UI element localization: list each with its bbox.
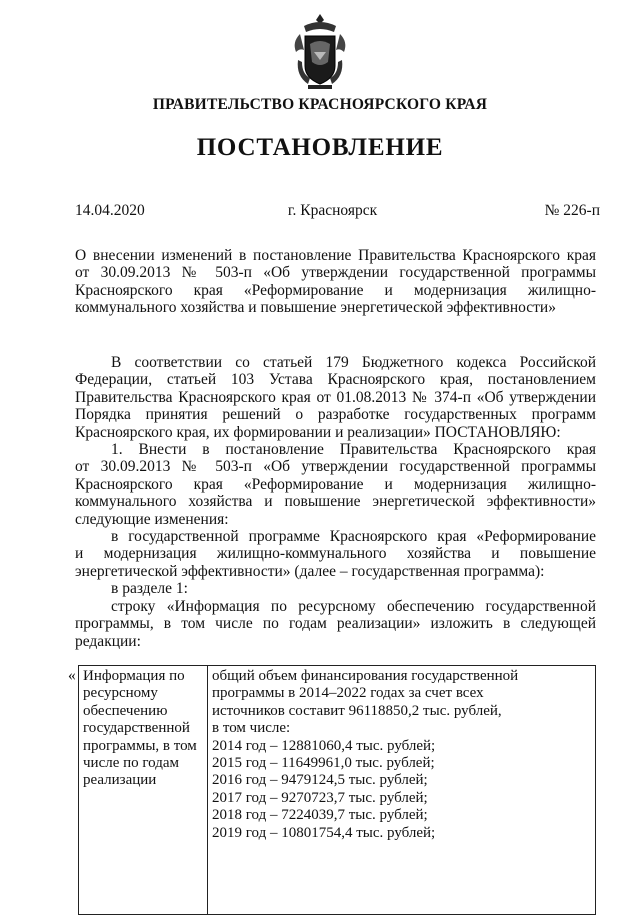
body-line: программы, в том числе по годам реализации» изложить в следующей	[75, 615, 596, 633]
table-cell-label	[79, 666, 208, 915]
cell-line: источников составит 96118850,2 тыс. рублей,	[212, 702, 502, 719]
body-line: в государственной программе Красноярского края «Реформирование	[111, 528, 596, 546]
cell-line: общий объем финансирования государственной	[212, 668, 519, 684]
cell-line: в том числе:	[212, 720, 291, 737]
table-cell-value	[208, 666, 596, 915]
document-date: 14.04.2020	[75, 202, 145, 219]
body-line: Федерации, статьей 103 Устава Красноярского края, постановлением	[75, 371, 596, 389]
body-line: и модернизация жилищно-коммунального хозяйства и повышение	[75, 545, 596, 563]
cell-line: программы в 2014–2022 годах за счет всех	[212, 685, 484, 702]
body-line: 1. Внести в постановление Правительства Красноярского края	[111, 441, 596, 459]
document-type-title: ПОСТАНОВЛЕНИЕ	[196, 134, 444, 161]
funding-table	[78, 665, 596, 915]
government-name: ПРАВИТЕЛЬСТВО КРАСНОЯРСКОГО КРАЯ	[152, 96, 488, 113]
body-line: следующие изменения:	[75, 510, 229, 528]
table-row	[79, 666, 596, 915]
document-city: г. Красноярск	[287, 202, 378, 219]
subject-line: Красноярского края «Реформирование и модернизация жилищно-	[75, 281, 596, 299]
cell-line: государственной	[83, 720, 190, 737]
body-line: коммунального хозяйства и повышение энергетической эффективности»	[75, 493, 596, 511]
cell-line: 2017 год – 9270723,7 тыс. рублей;	[212, 789, 428, 806]
body-line: Правительства Красноярского края от 01.08.2013 № 374-п «Об утверждении	[75, 388, 596, 406]
body-line: редакции:	[75, 632, 141, 650]
cell-line: 2015 год – 11649961,0 тыс. рублей;	[212, 755, 435, 772]
coat-of-arms-emblem	[290, 12, 350, 92]
subject-line: О внесении изменений в постановление Правительства Красноярского края	[75, 247, 596, 264]
subject-line: коммунального хозяйства и повышение энергетической эффективности»	[75, 299, 556, 317]
body-line: в разделе 1:	[111, 580, 188, 598]
body-line: строку «Информация по ресурсному обеспечению государственной	[111, 597, 596, 615]
body-line: В соответствии со статьей 179 Бюджетного кодекса Российской	[111, 354, 596, 371]
document-subject	[75, 247, 596, 317]
cell-line: реализации	[83, 772, 157, 789]
body-line: Красноярского края, их формировании и реализации» ПОСТАНОВЛЯЮ:	[75, 423, 561, 441]
body-line: Красноярского края «Реформирование и модернизация жилищно-	[75, 475, 596, 493]
table-open-quote: «	[68, 667, 76, 684]
cell-line: программы, в том	[83, 737, 197, 754]
document-number: № 226-п	[544, 202, 600, 219]
cell-line: 2018 год – 7224039,7 тыс. рублей;	[212, 807, 428, 824]
cell-line: 2019 год – 10801754,4 тыс. рублей;	[212, 824, 436, 841]
subject-line: от 30.09.2013 № 503-п «Об утверждении государственной программы	[75, 264, 596, 282]
cell-line: обеспечению	[83, 702, 168, 719]
document-body	[75, 354, 596, 650]
cell-line: 2014 год – 12881060,4 тыс. рублей;	[212, 737, 436, 754]
cell-line: ресурсному	[83, 685, 158, 702]
body-line: энергетической эффективности» (далее – государственная программа):	[75, 562, 545, 580]
cell-line: Информация по	[83, 668, 185, 684]
cell-line: числе по годам	[83, 755, 180, 772]
body-line: от 30.09.2013 № 503-п «Об утверждении государственной программы	[75, 458, 596, 476]
cell-line: 2016 год – 9479124,5 тыс. рублей;	[212, 772, 428, 789]
body-line: Порядка принятия решений о разработке государственных программ	[75, 406, 596, 424]
